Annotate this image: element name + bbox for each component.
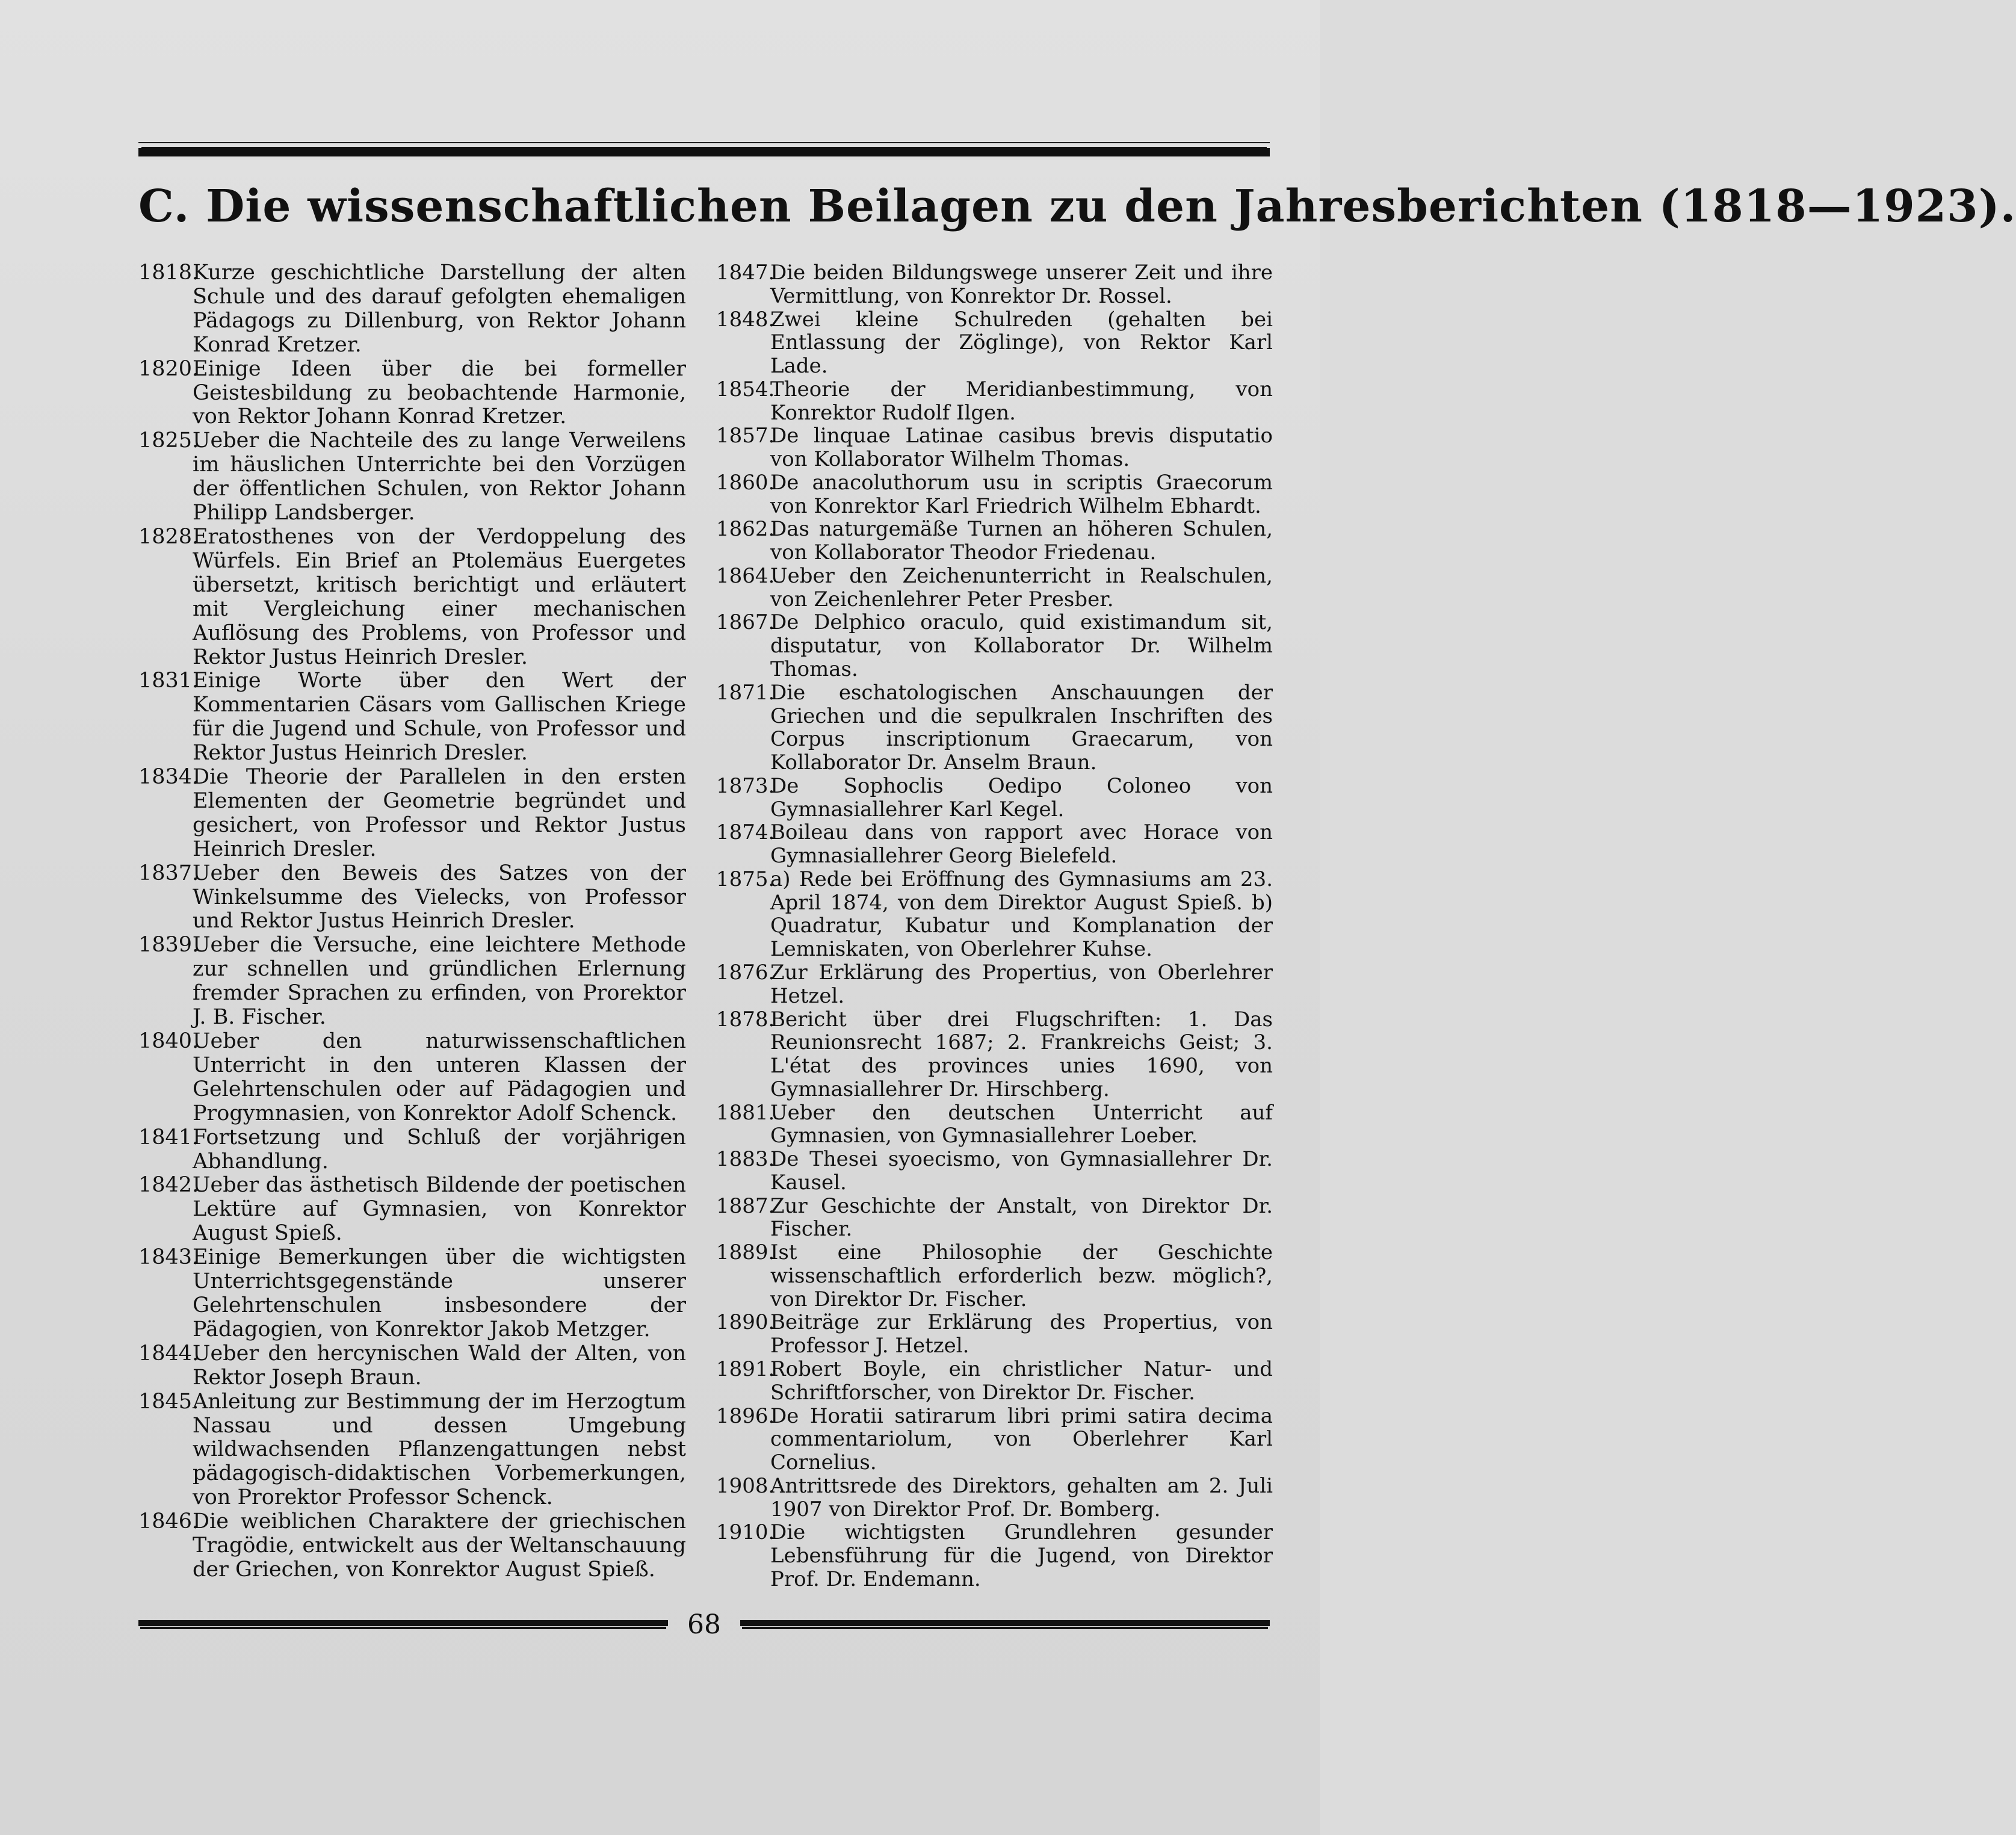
entry-year: 1890. [716, 1310, 775, 1335]
bibliography-entry [716, 1195, 1273, 1242]
entry-text: Ueber die Versuche, eine leichtere Methode zur schnellen und gründlichen Erlernung fremder Sprachen zu erfinden, von Prorektor J. B. Fischer. [193, 933, 686, 1030]
entry-year: 1878. [716, 1007, 775, 1032]
entry-text: Theorie der Meridianbestimmung, von Konrektor Rudolf Ilgen. [770, 377, 1273, 425]
entry-year: 1837. [138, 861, 199, 885]
entry-text: Die beiden Bildungswege unserer Zeit und ihre Vermittlung, von Konrektor Dr. Rossel. [770, 261, 1273, 308]
bibliography-entry [716, 565, 1273, 611]
bibliography-entry [716, 961, 1273, 1008]
bibliography-entry [138, 1174, 686, 1246]
entry-year: 1846. [138, 1509, 199, 1534]
bibliography-entry [138, 862, 686, 934]
bibliography-entry [716, 681, 1273, 775]
footer [138, 1609, 1270, 1640]
entry-text: Zur Erklärung des Propertius, von Oberlehrer Hetzel. [770, 960, 1273, 1008]
entry-text: Ueber den Beweis des Satzes von der Winkelsumme des Vielecks, von Professor und Rektor Justus Heinrich Dresler. [193, 861, 686, 933]
entry-text: Anleitung zur Bestimmung der im Herzogtum Nassau und dessen Umgebung wildwachsenden Pflanzengattungen nebst pädagogisch-didaktischen Vorbemerkungen, von Prorektor Professor Schenck. [193, 1389, 686, 1510]
entry-text: De Sophoclis Oedipo Coloneo von Gymnasiallehrer Karl Kegel. [770, 773, 1273, 822]
entry-text: Bericht über drei Flugschriften: 1. Das Reunionsrecht 1687; 2. Frankreichs Geist; 3. L'état des provinces unies 1690, von Gymnasiallehrer Dr. Hirschberg. [770, 1007, 1273, 1101]
bibliography-entry [716, 308, 1273, 378]
entry-text: Ueber den deutschen Unterricht auf Gymnasien, von Gymnasiallehrer Loeber. [770, 1100, 1273, 1148]
bibliography-entry [138, 1030, 686, 1126]
bibliography-entry [138, 357, 686, 430]
bibliography-entry [716, 1148, 1273, 1195]
entry-text: Eratosthenes von der Verdoppelung des Würfels. Ein Brief an Ptolemäus Euergetes übersetzt, kritisch berichtigt und erläutert mit Vergleichung einer mechanischen Auflösung des Problems, von Professor und Rektor Justus Heinrich Dresler. [193, 524, 686, 669]
bibliography-entry [716, 1405, 1273, 1474]
bibliography-entry [138, 766, 686, 862]
entry-year: 1883. [716, 1147, 775, 1172]
bibliography-entry [138, 933, 686, 1030]
bibliography-entry [716, 1241, 1273, 1311]
entry-year: 1843. [138, 1245, 199, 1270]
bibliography-entry [716, 261, 1273, 308]
entry-year: 1910. [716, 1520, 775, 1545]
entry-text: Fortsetzung und Schluß der vorjährigen Abhandlung. [193, 1125, 686, 1174]
bibliography-entry [138, 525, 686, 669]
bibliography-entry [138, 1390, 686, 1511]
entry-year: 1844. [138, 1341, 199, 1366]
entry-text: Einige Bemerkungen über die wichtigsten Unterrichtsgegenstände unserer Gelehrtenschulen insbesondere der Pädagogien, von Konrektor Jakob Metzger. [193, 1245, 686, 1341]
entry-year: 1828. [138, 524, 199, 549]
bibliography-entry [716, 868, 1273, 961]
bibliography-entry [716, 424, 1273, 471]
entry-text: Die eschatologischen Anschauungen der Griechen und die sepulkralen Inschriften des Corpus inscriptionum Graecarum, von Kollaborator Dr. Anselm Braun. [770, 680, 1273, 775]
entry-year: 1818. [138, 261, 199, 285]
entry-year: 1841. [138, 1125, 199, 1150]
entry-year: 1887. [716, 1193, 775, 1218]
entry-year: 1875. [716, 867, 775, 891]
top-rule [138, 148, 1270, 156]
bibliography-entry [138, 261, 686, 357]
entry-text: De anacoluthorum usu in scriptis Graecorum von Konrektor Karl Friedrich Wilhelm Ebhardt. [770, 470, 1273, 518]
bibliography-entry [716, 471, 1273, 518]
bibliography-entry [716, 1008, 1273, 1101]
entry-text: Ueber den naturwissenschaftlichen Unterricht in den unteren Klassen der Gelehrtenschulen oder auf Pädagogien und Progymnasien, von Konrektor Adolf Schenck. [193, 1029, 686, 1125]
entry-text: Boileau dans von rapport avec Horace von Gymnasiallehrer Georg Bielefeld. [770, 820, 1273, 868]
entry-year: 1873. [716, 773, 775, 798]
bibliography-entry [716, 1101, 1273, 1148]
entry-year: 1842. [138, 1173, 199, 1198]
entry-year: 1881. [716, 1100, 775, 1125]
entry-text: Antrittsrede des Direktors, gehalten am 2. Juli 1907 von Direktor Prof. Dr. Bomberg. [770, 1473, 1273, 1521]
entry-text: Kurze geschichtliche Darstellung der alten Schule und des darauf gefolgten ehemaligen Pädagogs zu Dillenburg, von Rektor Johann Konrad Kretzer. [193, 261, 686, 357]
bibliography-entry [138, 1126, 686, 1174]
entry-text: De Thesei syoecismo, von Gymnasiallehrer Dr. Kausel. [770, 1147, 1273, 1195]
entry-year: 1889. [716, 1240, 775, 1265]
entry-text: Die wichtigsten Grundlehren gesunder Lebensführung für die Jugend, von Direktor Prof. Dr. Endemann. [770, 1520, 1273, 1591]
bibliography-entry [716, 1358, 1273, 1405]
bibliography-entry [716, 518, 1273, 565]
bibliography-entry [716, 1521, 1273, 1591]
entry-year: 1840. [138, 1029, 199, 1053]
entry-year: 1854. [716, 377, 775, 401]
bibliography-entry [716, 1311, 1273, 1358]
bibliography-entry [716, 378, 1273, 425]
entry-text: De linquae Latinae casibus brevis disputatio von Kollaborator Wilhelm Thomas. [770, 424, 1273, 472]
entry-text: Das naturgemäße Turnen an höheren Schulen, von Kollaborator Theodor Friedenau. [770, 517, 1273, 565]
entry-year: 1847. [716, 261, 775, 285]
bibliography-entry [138, 429, 686, 525]
entry-year: 1834. [138, 765, 199, 790]
entry-text: De Delphico oraculo, quid existimandum sit, disputatur, von Kollaborator Dr. Wilhelm Thomas. [770, 610, 1273, 682]
entry-text: Robert Boyle, ein christlicher Natur- und Schriftforscher, von Direktor Dr. Fischer. [770, 1357, 1273, 1405]
entry-year: 1857. [716, 424, 775, 448]
entry-text: Ist eine Philosophie der Geschichte wissenschaftlich erforderlich bezw. möglich?, von Direktor Dr. Fischer. [770, 1240, 1273, 1311]
entry-year: 1891. [716, 1357, 775, 1381]
bibliography-entry [138, 1246, 686, 1342]
entry-text: Zwei kleine Schulreden (gehalten bei Entlassung der Zöglinge), von Rektor Karl Lade. [770, 307, 1273, 379]
entry-text: Ueber den hercynischen Wald der Alten, von Rektor Joseph Braun. [193, 1341, 686, 1390]
bibliography-entry [138, 1510, 686, 1582]
bibliography-entry [716, 775, 1273, 822]
entry-year: 1896. [716, 1403, 775, 1428]
entry-year: 1831. [138, 669, 199, 693]
entry-text: Ueber das ästhetisch Bildende der poetischen Lektüre auf Gymnasien, von Konrektor August Spieß. [193, 1173, 686, 1246]
entry-text: Die weiblichen Charaktere der griechischen Tragödie, entwickelt aus der Weltanschauung der Griechen, von Konrektor August Spieß. [193, 1509, 686, 1582]
entry-text: Einige Worte über den Wert der Kommentarien Cäsars vom Gallischen Kriege für die Jugend und Schule, von Professor und Rektor Justus Heinrich Dresler. [193, 669, 686, 766]
entry-year: 1839. [138, 933, 199, 958]
entry-year: 1876. [716, 960, 775, 985]
entry-year: 1860. [716, 470, 775, 495]
entry-year: 1848. [716, 307, 775, 332]
entry-text: Einige Ideen über die bei formeller Geistesbildung zu beobachtende Harmonie, von Rektor Johann Konrad Kretzer. [193, 356, 686, 429]
left-column [138, 261, 686, 1582]
entry-text: Ueber die Nachteile des zu lange Verweilens im häuslichen Unterrichte bei den Vorzügen der öffentlichen Schulen, von Rektor Johann Philipp Landsberger. [193, 429, 686, 525]
entry-year: 1862. [716, 517, 775, 542]
entry-text: Beiträge zur Erklärung des Propertius, von Professor J. Hetzel. [770, 1310, 1273, 1358]
bibliography-entry [716, 821, 1273, 868]
entry-year: 1845. [138, 1389, 199, 1414]
entry-year: 1908. [716, 1473, 775, 1498]
entry-year: 1825. [138, 429, 199, 453]
bibliography-entry [716, 611, 1273, 681]
page-number: 68 [687, 1609, 721, 1640]
entry-text: Ueber den Zeichenunterricht in Realschulen, von Zeichenlehrer Peter Presber. [770, 563, 1273, 611]
entry-text: a) Rede bei Eröffnung des Gymnasiums am 23. April 1874, von dem Direktor August Spieß. b) Quadratur, Kubatur und Komplanation der Lemniskaten, von Oberlehrer Kuhse. [770, 867, 1273, 962]
bibliography-entry [716, 1474, 1273, 1521]
entry-year: 1820. [138, 356, 199, 381]
entry-year: 1867. [716, 610, 775, 635]
bibliography-entry [138, 669, 686, 766]
entry-year: 1874. [716, 820, 775, 845]
top-rule-thin [138, 142, 1270, 143]
entry-text: De Horatii satirarum libri primi satira decima commentariolum, von Oberlehrer Karl Cornelius. [770, 1403, 1273, 1475]
entry-year: 1864. [716, 563, 775, 588]
right-column [716, 261, 1273, 1591]
section-title: C. Die wissenschaftlichen Beilagen zu den Jahresberichten (1818—1923). [138, 181, 2016, 232]
entry-text: Zur Geschichte der Anstalt, von Direktor Dr. Fischer. [770, 1193, 1273, 1242]
bibliography-entry [138, 1342, 686, 1390]
footer-rule-right [740, 1620, 1270, 1626]
entry-year: 1871. [716, 680, 775, 705]
entry-text: Die Theorie der Parallelen in den ersten Elementen der Geometrie begründet und gesichert, von Professor und Rektor Justus Heinrich Dresler. [193, 765, 686, 861]
